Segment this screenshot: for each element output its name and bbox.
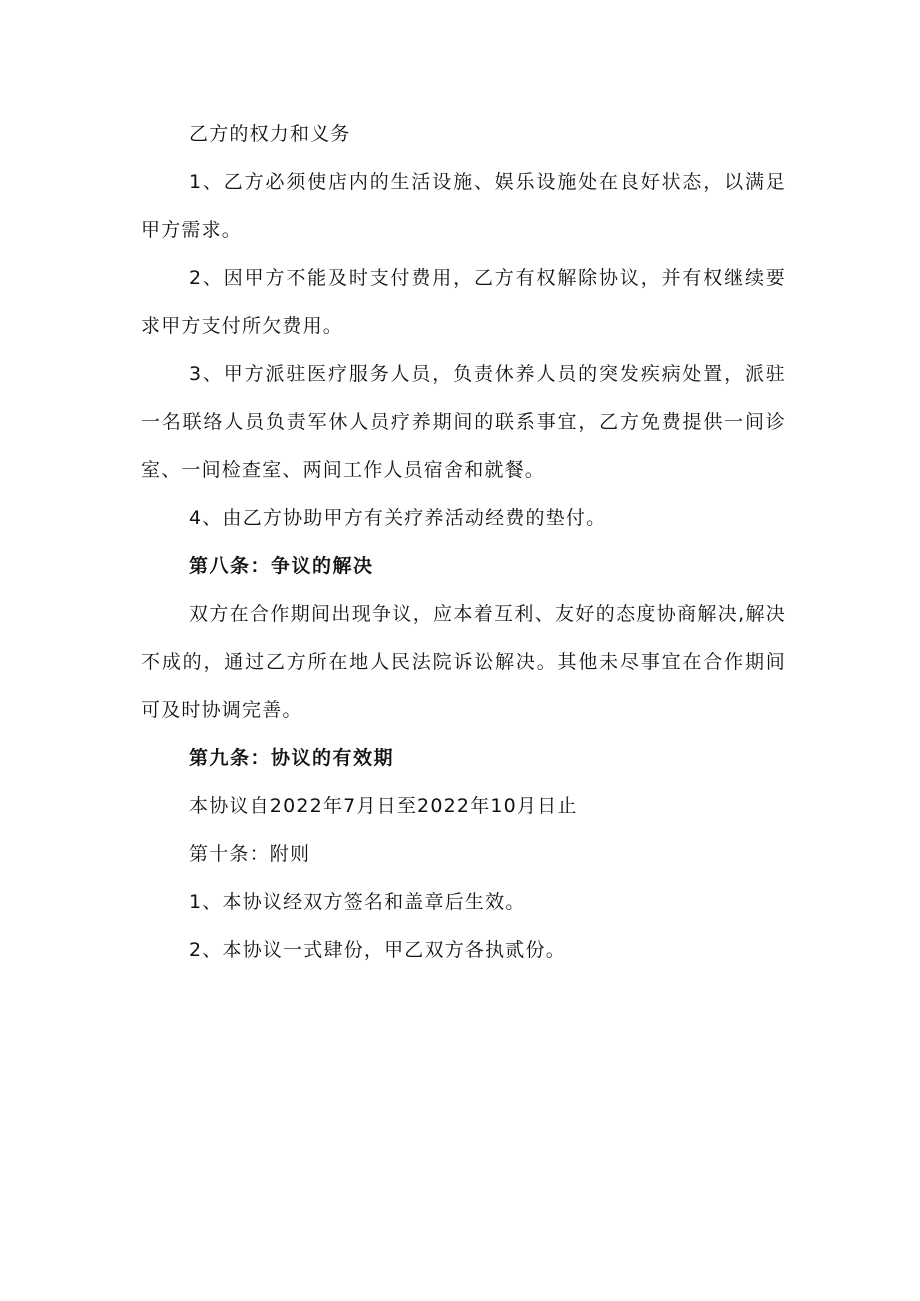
section-title-party-b-rights: 乙方的权力和义务 [189,123,351,145]
clause-item-4: 4、由乙方协助甲方有关疗养活动经费的垫付。 [189,507,607,529]
article-9-heading: 第九条：协议的有效期 [189,747,395,769]
supplementary-item-2: 2、本协议一式肆份，甲乙双方各执贰份。 [189,939,566,961]
clause-item-3: 3、甲方派驻医疗服务人员，负责休养人员的突发疾病处置，派驻一名联络人员负责军休人员疗养期间的联系事宜，乙方免费提供一间诊室、一间检查室、两间工作人员宿舍和就餐。 [141,363,786,481]
supplementary-item-1: 1、本协议经双方签名和盖章后生效。 [189,891,526,913]
document-body [141,110,786,974]
validity-period-paragraph: 本协议自2022年7月日至2022年10月日止 [189,795,578,817]
article-10-heading: 第十条：附则 [189,843,311,865]
clause-item-2: 2、因甲方不能及时支付费用，乙方有权解除协议，并有权继续要求甲方支付所欠费用。 [141,267,786,337]
clause-item-1: 1、乙方必须使店内的生活设施、娱乐设施处在良好状态，以满足甲方需求。 [141,171,786,241]
article-8-heading: 第八条：争议的解决 [189,555,374,577]
dispute-resolution-paragraph: 双方在合作期间出现争议，应本着互利、友好的态度协商解决,解决不成的，通过乙方所在地人民法院诉讼解决。其他未尽事宜在合作期间可及时协调完善。 [141,603,786,721]
